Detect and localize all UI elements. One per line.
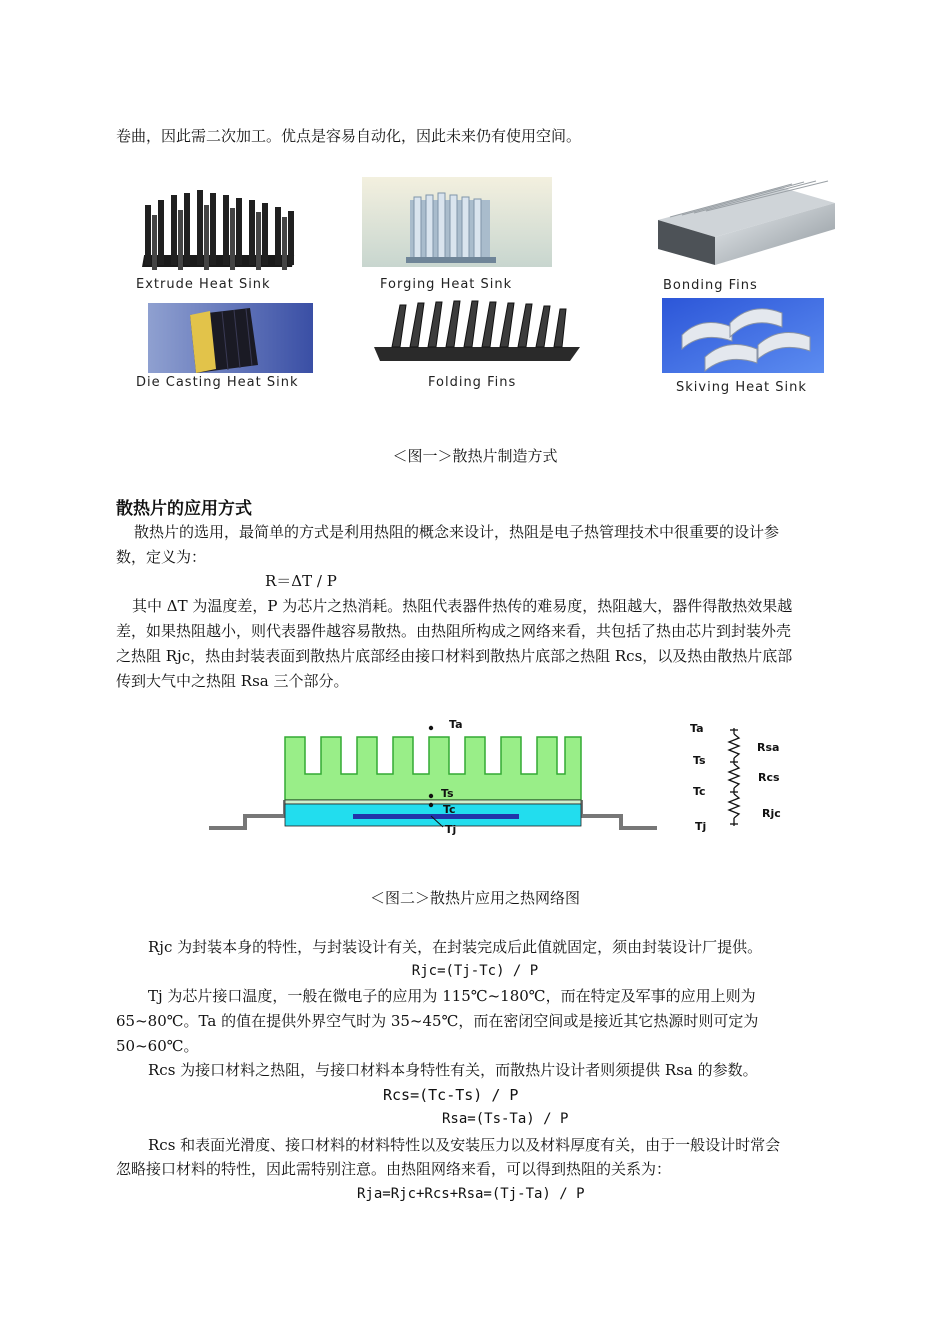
label-ta: Ta	[449, 718, 463, 731]
network-tc: Tc	[693, 785, 706, 798]
section-title: 散热片的应用方式	[116, 499, 252, 519]
para2-line2: 差，如果热阻越小，则代表器件越容易散热。由热阻所构成之网络来看，共包括了热由芯片到封装外壳	[116, 622, 792, 640]
label-forging-heat-sink: Forging Heat Sink	[380, 277, 513, 292]
network-ts: Ts	[693, 754, 706, 767]
tc-dot	[429, 803, 433, 807]
para6-line1: Rcs 和表面光滑度、接口材料的材料特性以及安装压力以及材料厚度有关，由于一般设计时常会	[148, 1136, 781, 1154]
network-rsa: Rsa	[757, 741, 780, 754]
para1-line2: 数，定义为：	[116, 548, 207, 566]
formula-rja: Rja=Rjc+Rcs+Rsa=(Tj-Ta) / P	[357, 1186, 585, 1202]
formula-rjc: Rjc=(Tj-Tc) / P	[411, 963, 539, 979]
label-ts: Ts	[441, 787, 454, 800]
para3: Rjc 为封装本身的特性，与封装设计有关，在封装完成后此值就固定，须由封装设计厂提供。	[148, 938, 763, 956]
para4-line3: 50~60℃。	[116, 1037, 199, 1055]
label-bonding-fins: Bonding Fins	[663, 278, 758, 293]
interface-material	[285, 800, 581, 804]
network-rjc: Rjc	[762, 807, 781, 820]
network-rcs: Rcs	[758, 771, 780, 784]
para5: Rcs 为接口材料之热阻，与接口材料本身特性有关，而散热片设计者则须提供 Rsa 的参数。	[148, 1061, 758, 1079]
para4-line2: 65~80℃。Ta 的值在提供外界空气时为 35~45℃，而在密闭空间或是接近其它热源时则可定为	[116, 1012, 759, 1030]
cross-section-diagram	[205, 712, 815, 847]
para2-line3: 之热阻 Rjc，热由封装表面到散热片底部经由接口材料到散热片底部之热阻 Rcs，以及热由散热片底部	[116, 647, 793, 665]
ts-dot	[429, 794, 433, 798]
extrude-heat-sink-photo	[142, 190, 294, 270]
para2-line4: 传到大气中之热阻 Rsa 三个部分。	[116, 672, 349, 690]
forging-heat-sink-photo	[362, 177, 552, 267]
label-folding-fins: Folding Fins	[428, 375, 517, 390]
ta-dot	[429, 726, 433, 730]
heat-sink-fins	[285, 737, 581, 800]
label-tc: Tc	[443, 803, 456, 816]
network-ta: Ta	[690, 722, 704, 735]
label-extrude-heat-sink: Extrude Heat Sink	[136, 277, 271, 292]
formula-rcs: Rcs=(Tc-Ts) / P	[383, 1086, 519, 1104]
label-die-casting-heat-sink: Die Casting Heat Sink	[136, 375, 299, 390]
network-tj: Tj	[695, 820, 707, 833]
resistor-network	[729, 728, 739, 826]
formula-r: R＝ΔT / P	[265, 572, 337, 590]
label-skiving-heat-sink: Skiving Heat Sink	[676, 380, 807, 395]
chip-die	[353, 814, 519, 819]
skiving-heat-sink-photo	[662, 298, 824, 373]
para4-line1: Tj 为芯片接口温度，一般在微电子的应用为 115℃~180℃，而在特定及军事的应用上则为	[148, 987, 756, 1005]
label-tj: Tj	[445, 823, 457, 836]
figure-thermal-network	[205, 712, 815, 847]
para6-line2: 忽略接口材料的特性，因此需特别注意。由热阻网络来看，可以得到热阻的关系为：	[116, 1160, 672, 1178]
die-casting-heat-sink-photo	[148, 303, 313, 373]
para1-line1: 散热片的选用，最简单的方式是利用热阻的概念来设计，热阻是电子热管理技术中很重要的设计参	[134, 523, 780, 541]
bonding-fins-photo	[658, 181, 835, 265]
formula-rsa: Rsa=(Ts-Ta) / P	[442, 1111, 569, 1127]
figure1-caption: ＜图一＞散热片制造方式	[392, 447, 558, 465]
para2-line1: 其中 ΔT 为温度差，P 为芯片之热消耗。热阻代表器件热传的难易度，热阻越大，器件得散热效果越	[132, 597, 793, 615]
figure-heat-sink-types	[130, 165, 840, 405]
folding-fins-photo	[374, 301, 580, 361]
intro-line: 卷曲，因此需二次加工。优点是容易自动化，因此未来仍有使用空间。	[116, 127, 582, 145]
figure2-caption: ＜图二＞散热片应用之热网络图	[369, 889, 580, 907]
